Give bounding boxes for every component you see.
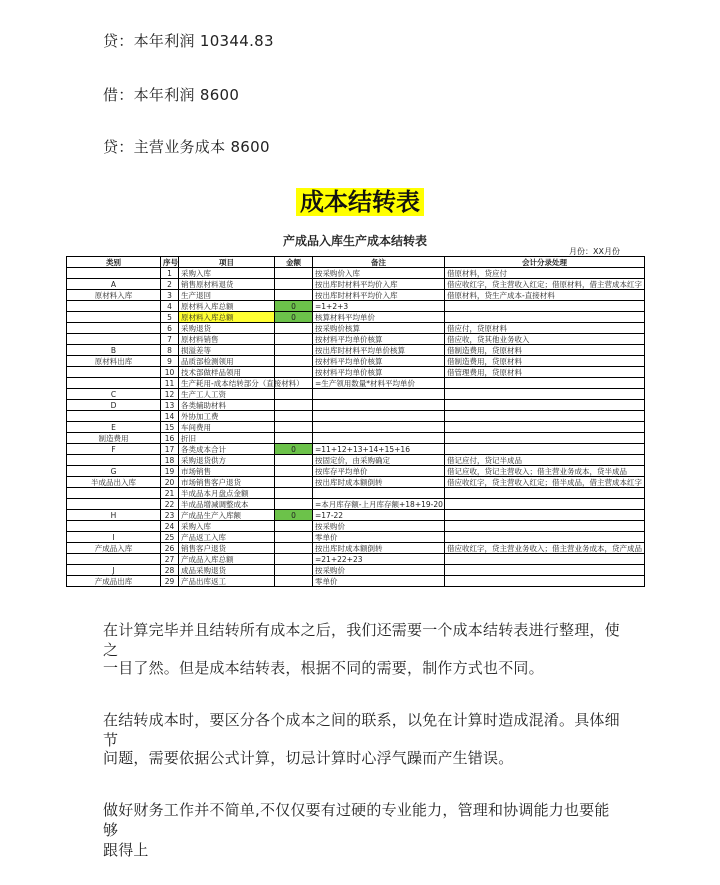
entry-cell: 借原材料，贷应付 xyxy=(445,268,645,279)
note-cell: =21+22+23 xyxy=(313,554,445,565)
category-cell: B xyxy=(67,345,161,356)
entry-cell xyxy=(445,422,645,433)
category-cell xyxy=(67,323,161,334)
entry-cell xyxy=(445,444,645,455)
item-cell: 半成品增减调整成本 xyxy=(179,499,275,510)
note-cell xyxy=(313,422,445,433)
item-cell: 原材料销售 xyxy=(179,334,275,345)
note-cell: 按采购价核算 xyxy=(313,323,445,334)
category-cell xyxy=(67,367,161,378)
category-cell xyxy=(67,301,161,312)
row-number-cell: 4 xyxy=(161,301,179,312)
amount-cell: 0 xyxy=(275,444,313,455)
amount-cell xyxy=(275,290,313,301)
amount-cell xyxy=(275,279,313,290)
row-number-cell: 18 xyxy=(161,455,179,466)
note-cell: =生产领用数量*材料平均单价 xyxy=(313,378,445,389)
note-cell: 按材料平均单价核算 xyxy=(313,367,445,378)
note-cell: 按材料平均单价核算 xyxy=(313,356,445,367)
sheet-title: 产成品入库生产成本结转表 xyxy=(282,234,427,248)
note-cell: =17-22 xyxy=(313,510,445,521)
table-row xyxy=(67,378,645,389)
item-cell: 各类辅助材料 xyxy=(179,400,275,411)
item-cell: 采购退货 xyxy=(179,323,275,334)
paragraph-line: 做好财务工作并不简单,不仅仅要有过硬的专业能力，管理和协调能力也要能够 xyxy=(103,801,610,839)
category-cell xyxy=(67,455,161,466)
item-cell: 产品出库返工 xyxy=(179,576,275,587)
table-row xyxy=(67,334,645,345)
category-cell: E xyxy=(67,422,161,433)
category-cell: 产成品入库 xyxy=(67,543,161,554)
header-entry: 会计分录处理 xyxy=(445,257,645,268)
paragraph-line: 一目了然。但是成本结转表，根据不同的需要，制作方式也不同。 xyxy=(103,659,544,677)
table-row xyxy=(67,312,645,323)
credit-profit-line: 贷：本年利润 10344.83 xyxy=(103,32,274,50)
amount-cell xyxy=(275,521,313,532)
note-cell: 按出库时材料平均价入库 xyxy=(313,279,445,290)
note-cell: 按出库时成本额倒转 xyxy=(313,543,445,554)
row-number-cell: 9 xyxy=(161,356,179,367)
item-cell: 原材料入库总额 xyxy=(179,312,275,323)
category-cell: C xyxy=(67,389,161,400)
entry-cell xyxy=(445,499,645,510)
note-cell xyxy=(313,389,445,400)
table-row xyxy=(67,301,645,312)
amount-cell xyxy=(275,543,313,554)
table-header-row xyxy=(67,257,645,268)
category-cell xyxy=(67,488,161,499)
amount-cell xyxy=(275,334,313,345)
row-number-cell: 3 xyxy=(161,290,179,301)
item-cell: 各类成本合计 xyxy=(179,444,275,455)
category-cell xyxy=(67,554,161,565)
item-cell: 销售客户退货 xyxy=(179,543,275,554)
row-number-cell: 17 xyxy=(161,444,179,455)
entry-cell: 借应收红字，贷主营业务收入；借主营业务成本，贷产成品 xyxy=(445,543,645,554)
entry-cell xyxy=(445,378,645,389)
table-row xyxy=(67,422,645,433)
row-number-cell: 10 xyxy=(161,367,179,378)
category-cell: D xyxy=(67,400,161,411)
entry-cell xyxy=(445,312,645,323)
note-cell: =11+12+13+14+15+16 xyxy=(313,444,445,455)
note-cell: 零单价 xyxy=(313,576,445,587)
amount-cell: 0 xyxy=(275,301,313,312)
row-number-cell: 23 xyxy=(161,510,179,521)
entry-cell xyxy=(445,565,645,576)
row-number-cell: 26 xyxy=(161,543,179,554)
item-cell: 成品采购退货 xyxy=(179,565,275,576)
note-cell xyxy=(313,488,445,499)
note-cell: 按固定价，由采购确定 xyxy=(313,455,445,466)
table-row xyxy=(67,466,645,477)
item-cell: 采购退货供方 xyxy=(179,455,275,466)
amount-cell xyxy=(275,554,313,565)
item-cell: 生产工人工资 xyxy=(179,389,275,400)
item-cell: 销售原材料退货 xyxy=(179,279,275,290)
table-row xyxy=(67,565,645,576)
cost-transfer-table xyxy=(66,256,645,587)
note-cell: =1+2+3 xyxy=(313,301,445,312)
credit-cost-line: 贷：主营业务成本 8600 xyxy=(103,138,270,156)
row-number-cell: 5 xyxy=(161,312,179,323)
header-item: 项目 xyxy=(179,257,275,268)
amount-cell xyxy=(275,576,313,587)
entry-cell xyxy=(445,433,645,444)
amount-cell xyxy=(275,422,313,433)
table-row xyxy=(67,367,645,378)
category-cell: 制造费用 xyxy=(67,433,161,444)
category-cell xyxy=(67,499,161,510)
entry-cell xyxy=(445,521,645,532)
category-cell xyxy=(67,411,161,422)
table-row xyxy=(67,268,645,279)
note-cell: =本月库存额-上月库存额+18+19-20 xyxy=(313,499,445,510)
item-cell: 技术部做样品领用 xyxy=(179,367,275,378)
table-row xyxy=(67,411,645,422)
note-cell: 按出库时材料平均价入库 xyxy=(313,290,445,301)
row-number-cell: 27 xyxy=(161,554,179,565)
paragraph-line: 问题，需要依据公式计算，切忌计算时心浮气躁而产生错误。 xyxy=(103,749,514,767)
row-number-cell: 14 xyxy=(161,411,179,422)
amount-cell xyxy=(275,323,313,334)
row-number-cell: 24 xyxy=(161,521,179,532)
amount-cell xyxy=(275,433,313,444)
row-number-cell: 7 xyxy=(161,334,179,345)
amount-cell xyxy=(275,466,313,477)
category-cell: I xyxy=(67,532,161,543)
table-row xyxy=(67,323,645,334)
entry-cell xyxy=(445,400,645,411)
amount-cell xyxy=(275,411,313,422)
category-cell xyxy=(67,521,161,532)
cost-transfer-sheet-image xyxy=(66,228,644,609)
table-row xyxy=(67,433,645,444)
category-cell xyxy=(67,378,161,389)
row-number-cell: 6 xyxy=(161,323,179,334)
header-category: 类别 xyxy=(67,257,161,268)
entry-cell: 借原材料，贷生产成本-直接材料 xyxy=(445,290,645,301)
category-cell: J xyxy=(67,565,161,576)
amount-cell: 0 xyxy=(275,312,313,323)
entry-cell: 借应收红字，贷主营收入红定；借半成品，借主营成本红字 xyxy=(445,477,645,488)
category-cell: H xyxy=(67,510,161,521)
category-cell xyxy=(67,334,161,345)
category-cell: 原材料入库 xyxy=(67,290,161,301)
row-number-cell: 2 xyxy=(161,279,179,290)
note-cell: 按出库时成本额倒转 xyxy=(313,477,445,488)
note-cell: 按库存平均单价 xyxy=(313,466,445,477)
item-cell: 产成品入库总额 xyxy=(179,554,275,565)
table-row xyxy=(67,554,645,565)
item-cell: 采购入库 xyxy=(179,521,275,532)
paragraph-line: 跟得上 xyxy=(103,841,149,859)
table-row xyxy=(67,455,645,466)
table-row xyxy=(67,532,645,543)
category-cell: 原材料出库 xyxy=(67,356,161,367)
amount-cell xyxy=(275,367,313,378)
sheet-month: 月份：XX月份 xyxy=(569,247,620,256)
row-number-cell: 13 xyxy=(161,400,179,411)
row-number-cell: 8 xyxy=(161,345,179,356)
amount-cell xyxy=(275,455,313,466)
note-cell: 按材料平均单价核算 xyxy=(313,334,445,345)
amount-cell: 0 xyxy=(275,510,313,521)
item-cell: 损溢差等 xyxy=(179,345,275,356)
amount-cell xyxy=(275,356,313,367)
category-cell xyxy=(67,268,161,279)
amount-cell xyxy=(275,565,313,576)
table-row xyxy=(67,543,645,554)
entry-cell: 借记应收，贷记主营收入；借主营业务成本，贷半成品 xyxy=(445,466,645,477)
row-number-cell: 25 xyxy=(161,532,179,543)
category-cell: G xyxy=(67,466,161,477)
item-cell: 折旧 xyxy=(179,433,275,444)
entry-cell: 借管理费用，贷原材料 xyxy=(445,367,645,378)
row-number-cell: 29 xyxy=(161,576,179,587)
note-cell: 按采购价 xyxy=(313,565,445,576)
table-row xyxy=(67,521,645,532)
entry-cell xyxy=(445,301,645,312)
item-cell: 生产退回 xyxy=(179,290,275,301)
entry-cell: 借应收红字，贷主营收入红定；借原材料，借主营成本红字 xyxy=(445,279,645,290)
paragraph-line: 在结转成本时，要区分各个成本之间的联系，以免在计算时造成混淆。具体细节 xyxy=(103,711,620,749)
entry-cell: 借制造费用，贷原材料 xyxy=(445,345,645,356)
item-cell: 生产耗用-成本结转部分（直接材料） xyxy=(179,378,275,389)
entry-cell xyxy=(445,532,645,543)
table-row xyxy=(67,400,645,411)
item-cell: 产成品生产入库额 xyxy=(179,510,275,521)
table-row xyxy=(67,356,645,367)
table-row xyxy=(67,488,645,499)
entry-cell: 借应收，贷其他业务收入 xyxy=(445,334,645,345)
table-row xyxy=(67,389,645,400)
note-cell: 按采购价入库 xyxy=(313,268,445,279)
item-cell: 市场销售 xyxy=(179,466,275,477)
item-cell: 车间费用 xyxy=(179,422,275,433)
note-cell: 零单价 xyxy=(313,532,445,543)
entry-cell xyxy=(445,554,645,565)
row-number-cell: 22 xyxy=(161,499,179,510)
table-row xyxy=(67,290,645,301)
row-number-cell: 1 xyxy=(161,268,179,279)
header-amount: 金额 xyxy=(275,257,313,268)
amount-cell xyxy=(275,345,313,356)
entry-cell xyxy=(445,411,645,422)
item-cell: 产品返工入库 xyxy=(179,532,275,543)
header-no: 序号 xyxy=(161,257,179,268)
highlight-title-text: 成本结转表 xyxy=(296,188,424,216)
note-cell: 核算材料平均单价 xyxy=(313,312,445,323)
table-row xyxy=(67,510,645,521)
header-note: 备注 xyxy=(313,257,445,268)
row-number-cell: 28 xyxy=(161,565,179,576)
row-number-cell: 21 xyxy=(161,488,179,499)
highlight-title xyxy=(0,182,720,217)
entry-cell xyxy=(445,510,645,521)
amount-cell xyxy=(275,400,313,411)
table-row xyxy=(67,279,645,290)
amount-cell xyxy=(275,499,313,510)
note-cell xyxy=(313,400,445,411)
entry-cell xyxy=(445,576,645,587)
row-number-cell: 19 xyxy=(161,466,179,477)
note-cell: 按采购价 xyxy=(313,521,445,532)
amount-cell xyxy=(275,268,313,279)
row-number-cell: 15 xyxy=(161,422,179,433)
amount-cell xyxy=(275,532,313,543)
table-row xyxy=(67,444,645,455)
entry-cell: 借制造费用，贷原材料 xyxy=(445,356,645,367)
item-cell: 原材料入库总额 xyxy=(179,301,275,312)
table-row xyxy=(67,499,645,510)
amount-cell xyxy=(275,389,313,400)
entry-cell: 借应付，贷原材料 xyxy=(445,323,645,334)
item-cell: 采购入库 xyxy=(179,268,275,279)
item-cell: 半成品本月盘点金额 xyxy=(179,488,275,499)
row-number-cell: 12 xyxy=(161,389,179,400)
category-cell: F xyxy=(67,444,161,455)
row-number-cell: 11 xyxy=(161,378,179,389)
amount-cell xyxy=(275,477,313,488)
amount-cell xyxy=(275,488,313,499)
item-cell: 市场销售客户退货 xyxy=(179,477,275,488)
category-cell: 半成品出入库 xyxy=(67,477,161,488)
table-row xyxy=(67,345,645,356)
entry-cell xyxy=(445,488,645,499)
paragraph-line: 在计算完毕并且结转所有成本之后，我们还需要一个成本结转表进行整理，使之 xyxy=(103,621,620,659)
table-row xyxy=(67,576,645,587)
category-cell: 产成品出库 xyxy=(67,576,161,587)
debit-profit-line: 借：本年利润 8600 xyxy=(103,86,240,104)
entry-cell: 借记应付，贷记半成品 xyxy=(445,455,645,466)
row-number-cell: 20 xyxy=(161,477,179,488)
category-cell xyxy=(67,312,161,323)
note-cell: 按出库时材料平均单价核算 xyxy=(313,345,445,356)
item-cell: 品质部检测领用 xyxy=(179,356,275,367)
note-cell xyxy=(313,411,445,422)
note-cell xyxy=(313,433,445,444)
category-cell: A xyxy=(67,279,161,290)
table-row xyxy=(67,477,645,488)
entry-cell xyxy=(445,389,645,400)
item-cell: 外协加工费 xyxy=(179,411,275,422)
row-number-cell: 16 xyxy=(161,433,179,444)
